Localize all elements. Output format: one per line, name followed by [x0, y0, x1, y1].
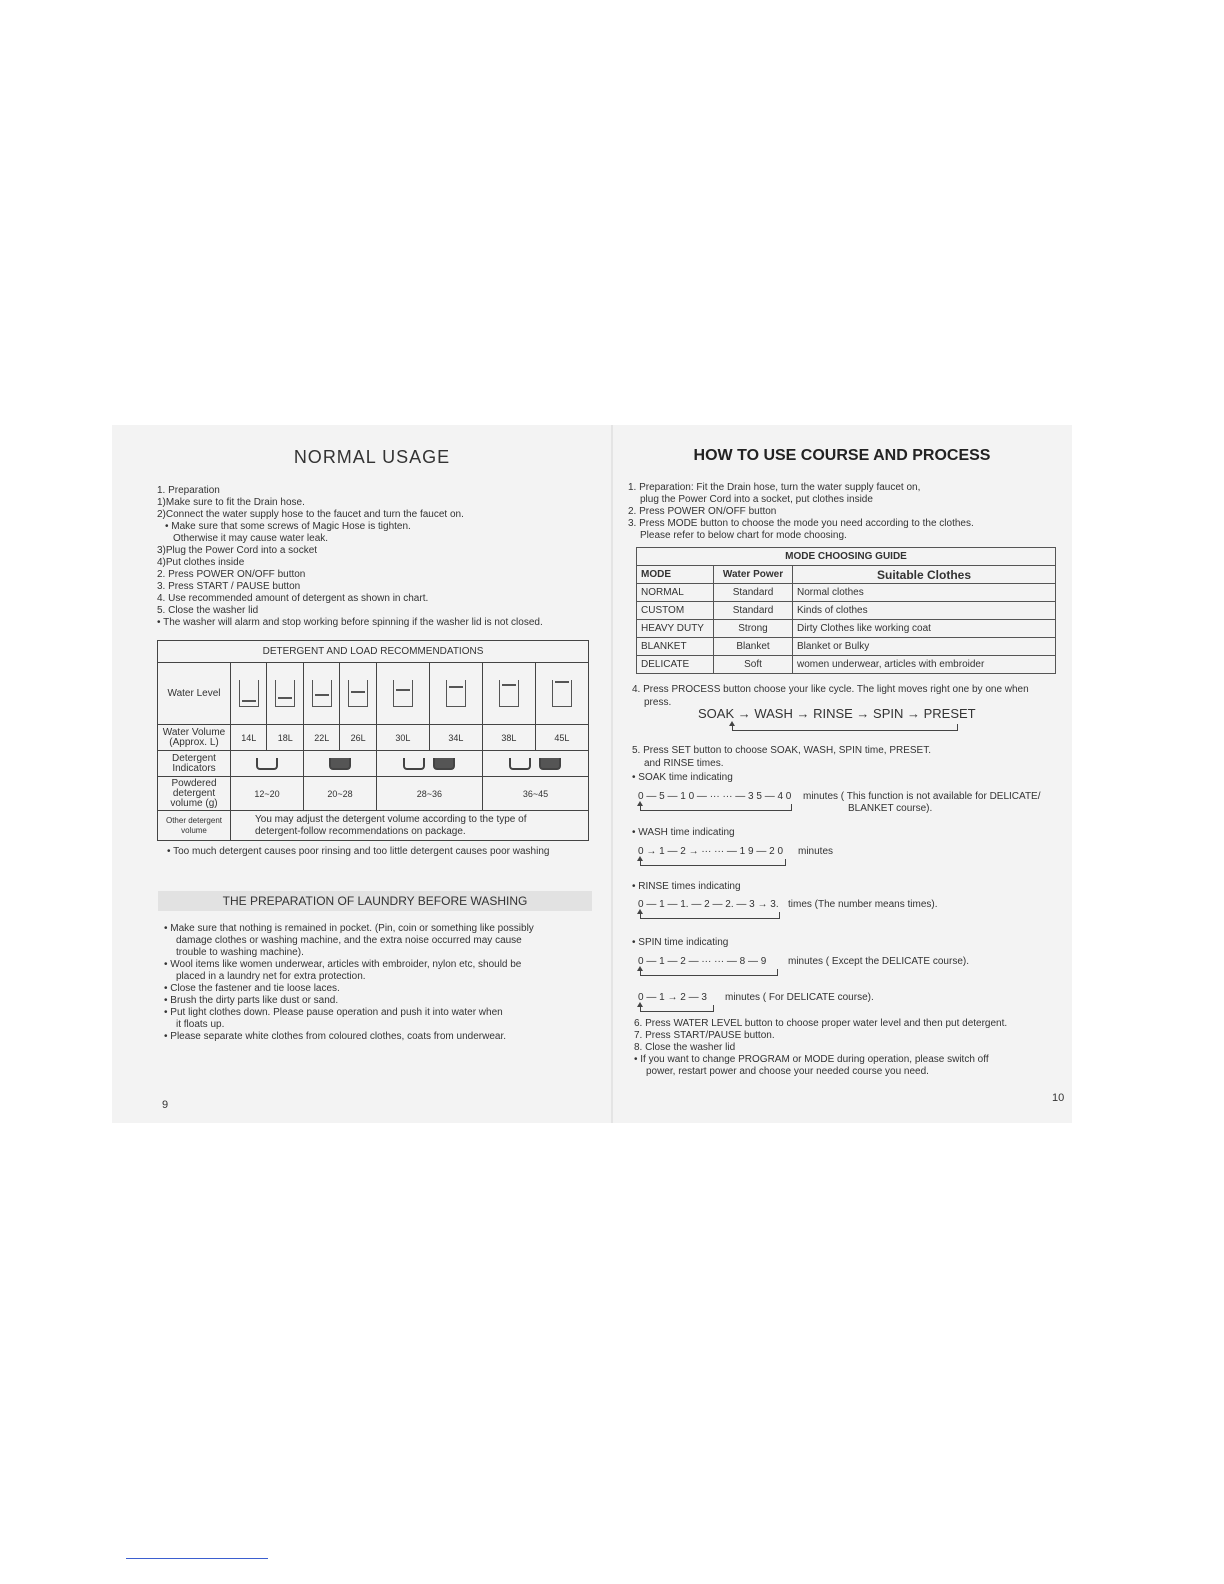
mode-header: MODE: [637, 566, 714, 584]
preparation-line: • Please separate white clothes from coloured clothes, coats from underwear.: [164, 1031, 507, 1042]
detergent-note: • Too much detergent causes poor rinsing and too little detergent causes poor washing: [167, 846, 550, 857]
powder-volume-cell: 12~20: [231, 777, 304, 811]
step-line: 7. Press START/PAUSE button.: [634, 1030, 775, 1041]
spin-sequence: 0 — 1 — 2 — ··· ··· — 8 — 9: [638, 956, 767, 967]
loop-arrow-icon: [637, 1002, 643, 1007]
loop-line: [640, 804, 792, 811]
table-row: [637, 584, 1056, 602]
step-line: 1)Make sure to fit the Drain hose.: [157, 497, 305, 508]
page-number-right: 10: [1052, 1092, 1065, 1104]
powder-volume-cell: 36~45: [482, 777, 588, 811]
other-detergent-label: Other detergent volume: [158, 811, 231, 841]
loop-line: [640, 912, 780, 919]
water-level-beaker-icon: [275, 680, 295, 707]
detergent-table-title: DETERGENT AND LOAD RECOMMENDATIONS: [158, 641, 589, 663]
step-line: 4. Use recommended amount of detergent as shown in chart.: [157, 593, 429, 604]
suitable-clothes-header: Suitable Clothes: [793, 566, 1056, 584]
mode-choosing-table: [636, 547, 1056, 674]
water-volume-cell: 38L: [482, 725, 535, 751]
other-detergent-line: You may adjust the detergent volume according to the type of: [255, 813, 527, 825]
step-line: • The washer will alarm and stop working before spinning if the washer lid is not closed.: [157, 617, 543, 628]
loop-arrow-icon: [637, 966, 643, 971]
water-level-beaker-icon: [499, 680, 519, 707]
step-line: 1. Preparation: [157, 485, 220, 496]
water-volume-cell: 45L: [535, 725, 588, 751]
step-line: Otherwise it may cause water leak.: [173, 533, 329, 544]
step-line: 2. Press POWER ON/OFF button: [157, 569, 306, 580]
step-line: • Make sure that some screws of Magic Hose is tighten.: [165, 521, 411, 532]
step-5-line: and RINSE times.: [644, 758, 724, 769]
spin-delicate-sequence: 0 — 1 → 2 — 3: [638, 992, 707, 1003]
rinse-sequence: 0 — 1 — 1. — 2 — 2. — 3 → 3.: [638, 899, 779, 910]
water-power-header: Water Power: [714, 566, 793, 584]
water-volume-cell: 22L: [303, 725, 339, 751]
step-line: Please refer to below chart for mode choosing.: [640, 530, 847, 541]
preparation-line: it floats up.: [176, 1019, 225, 1030]
wash-label: • WASH time indicating: [632, 827, 735, 838]
detergent-indicator-icon: [433, 758, 455, 770]
table-row: [637, 656, 1056, 674]
step-line: 4)Put clothes inside: [157, 557, 245, 568]
water-volume-cell: 34L: [429, 725, 482, 751]
water-power-cell: Strong: [714, 620, 793, 638]
water-level-beaker-icon: [446, 680, 466, 707]
soak-sequence: 0 — 5 — 1 0 — ··· ··· — 3 5 — 4 0: [638, 791, 792, 802]
course-steps: [628, 482, 974, 542]
preparation-line: placed in a laundry net for extra protection.: [176, 971, 366, 982]
powdered-detergent-label: Powdered detergent volume (g): [158, 777, 231, 811]
detergent-indicator-icon: [329, 758, 351, 770]
water-power-cell: Standard: [714, 584, 793, 602]
soak-unit-continued: BLANKET course).: [848, 803, 933, 814]
right-page: [612, 425, 1072, 1123]
loop-arrow-icon: [637, 909, 643, 914]
water-level-beaker-icon: [393, 680, 413, 707]
step-line: 1. Preparation: Fit the Drain hose, turn the water supply faucet on,: [628, 482, 921, 493]
step-line: 5. Close the washer lid: [157, 605, 259, 616]
water-power-cell: Soft: [714, 656, 793, 674]
wash-unit: minutes: [798, 846, 834, 857]
footer-link-underline[interactable]: [126, 1558, 268, 1559]
water-level-beaker-icon: [348, 680, 368, 707]
page-title-how-to-use: HOW TO USE COURSE AND PROCESS: [693, 447, 991, 464]
water-level-beaker-icon: [552, 680, 572, 707]
step-line: 2)Connect the water supply hose to the faucet and turn the faucet on.: [157, 509, 464, 520]
step-line: power, restart power and choose your needed course you need.: [646, 1066, 929, 1077]
water-volume-cell: 26L: [340, 725, 376, 751]
detergent-indicator-icon: [509, 758, 531, 770]
preparation-line: • Brush the dirty parts like dust or sand.: [164, 995, 339, 1006]
detergent-load-table: [157, 640, 589, 841]
page-title-normal-usage: NORMAL USAGE: [293, 447, 451, 467]
detergent-indicator-icon: [256, 758, 278, 770]
preparation-line: • Put light clothes down. Please pause operation and push it into water when: [164, 1007, 503, 1018]
spin-label: • SPIN time indicating: [632, 937, 729, 948]
mode-table-title: MODE CHOOSING GUIDE: [637, 548, 1056, 566]
table-row: [637, 602, 1056, 620]
water-level-label: Water Level: [158, 663, 231, 725]
other-detergent-line: detergent-follow recommendations on package.: [255, 825, 466, 837]
loop-arrow-icon: [637, 856, 643, 861]
soak-unit: minutes ( This function is not available for DELICATE/: [803, 791, 1041, 802]
water-level-beaker-icon: [312, 680, 332, 707]
powder-volume-cell: 28~36: [376, 777, 482, 811]
step-line: • If you want to change PROGRAM or MODE during operation, please switch off: [634, 1054, 989, 1065]
preparation-line: • Make sure that nothing is remained in pocket. (Pin, coin or something like possibly: [164, 923, 534, 934]
suitable-clothes-cell: Normal clothes: [793, 584, 1056, 602]
detergent-indicators-label: Detergent Indicators: [158, 751, 231, 777]
mode-cell: HEAVY DUTY: [637, 620, 714, 638]
left-page: [112, 425, 612, 1123]
step-line: plug the Power Cord into a socket, put clothes inside: [640, 494, 873, 505]
step-line: 3. Press START / PAUSE button: [157, 581, 301, 592]
rinse-label: • RINSE times indicating: [632, 881, 741, 892]
mode-cell: CUSTOM: [637, 602, 714, 620]
step-line: 3)Plug the Power Cord into a socket: [157, 545, 318, 556]
suitable-clothes-cell: Dirty Clothes like working coat: [793, 620, 1056, 638]
water-volume-cell: 14L: [231, 725, 267, 751]
step-line: 2. Press POWER ON/OFF button: [628, 506, 777, 517]
step-4-line: 4. Press PROCESS button choose your like cycle. The light moves right one by one when: [632, 684, 1029, 695]
detergent-indicator-icon: [403, 758, 425, 770]
preparation-section-title: THE PREPARATION OF LAUNDRY BEFORE WASHING: [158, 891, 592, 911]
loop-line: [732, 724, 958, 731]
loop-arrow-icon: [637, 801, 643, 806]
step-4-line: press.: [644, 697, 672, 708]
mode-cell: DELICATE: [637, 656, 714, 674]
preparation-line: • Close the fastener and tie loose laces.: [164, 983, 340, 994]
step-line: 8. Close the washer lid: [634, 1042, 736, 1053]
wash-sequence: 0 → 1 — 2 → ··· ··· — 1 9 — 2 0: [638, 846, 784, 857]
water-volume-cell: 30L: [376, 725, 429, 751]
other-detergent-text: [231, 811, 589, 841]
process-sequence: SOAK → WASH → RINSE → SPIN → PRESET: [698, 706, 976, 721]
page-number-left: 9: [162, 1099, 169, 1111]
mode-cell: NORMAL: [637, 584, 714, 602]
preparation-list: [164, 923, 534, 1043]
table-row: [637, 638, 1056, 656]
spin-delicate-unit: minutes ( For DELICATE course).: [725, 992, 874, 1003]
water-volume-label: Water Volume (Approx. L): [158, 725, 231, 751]
step-line: 6. Press WATER LEVEL button to choose proper water level and then put detergent.: [634, 1018, 1008, 1029]
normal-usage-steps: [157, 485, 543, 629]
powder-volume-cell: 20~28: [303, 777, 376, 811]
step-5-line: 5. Press SET button to choose SOAK, WASH, SPIN time, PRESET.: [632, 745, 932, 756]
water-power-cell: Blanket: [714, 638, 793, 656]
water-level-beaker-icon: [239, 680, 259, 707]
manual-spread: [112, 425, 1072, 1123]
final-steps: [634, 1018, 1007, 1078]
preparation-line: damage clothes or washing machine, and the extra noise occurred may cause: [176, 935, 522, 946]
loop-line: [640, 1005, 714, 1012]
step-line: 3. Press MODE button to choose the mode you need according to the clothes.: [628, 518, 974, 529]
table-row: [637, 620, 1056, 638]
loop-line: [640, 969, 778, 976]
soak-label: • SOAK time indicating: [632, 772, 733, 783]
loop-line: [640, 859, 786, 866]
suitable-clothes-cell: Blanket or Bulky: [793, 638, 1056, 656]
water-volume-cell: 18L: [267, 725, 303, 751]
rinse-unit: times (The number means times).: [788, 899, 938, 910]
preparation-line: • Wool items like women underwear, articles with embroider, nylon etc, should be: [164, 959, 522, 970]
loop-arrow-icon: [729, 721, 735, 726]
spin-unit: minutes ( Except the DELICATE course).: [788, 956, 969, 967]
water-power-cell: Standard: [714, 602, 793, 620]
suitable-clothes-cell: women underwear, articles with embroider: [793, 656, 1056, 674]
detergent-indicator-icon: [539, 758, 561, 770]
suitable-clothes-cell: Kinds of clothes: [793, 602, 1056, 620]
mode-cell: BLANKET: [637, 638, 714, 656]
preparation-line: trouble to washing machine).: [176, 947, 304, 958]
